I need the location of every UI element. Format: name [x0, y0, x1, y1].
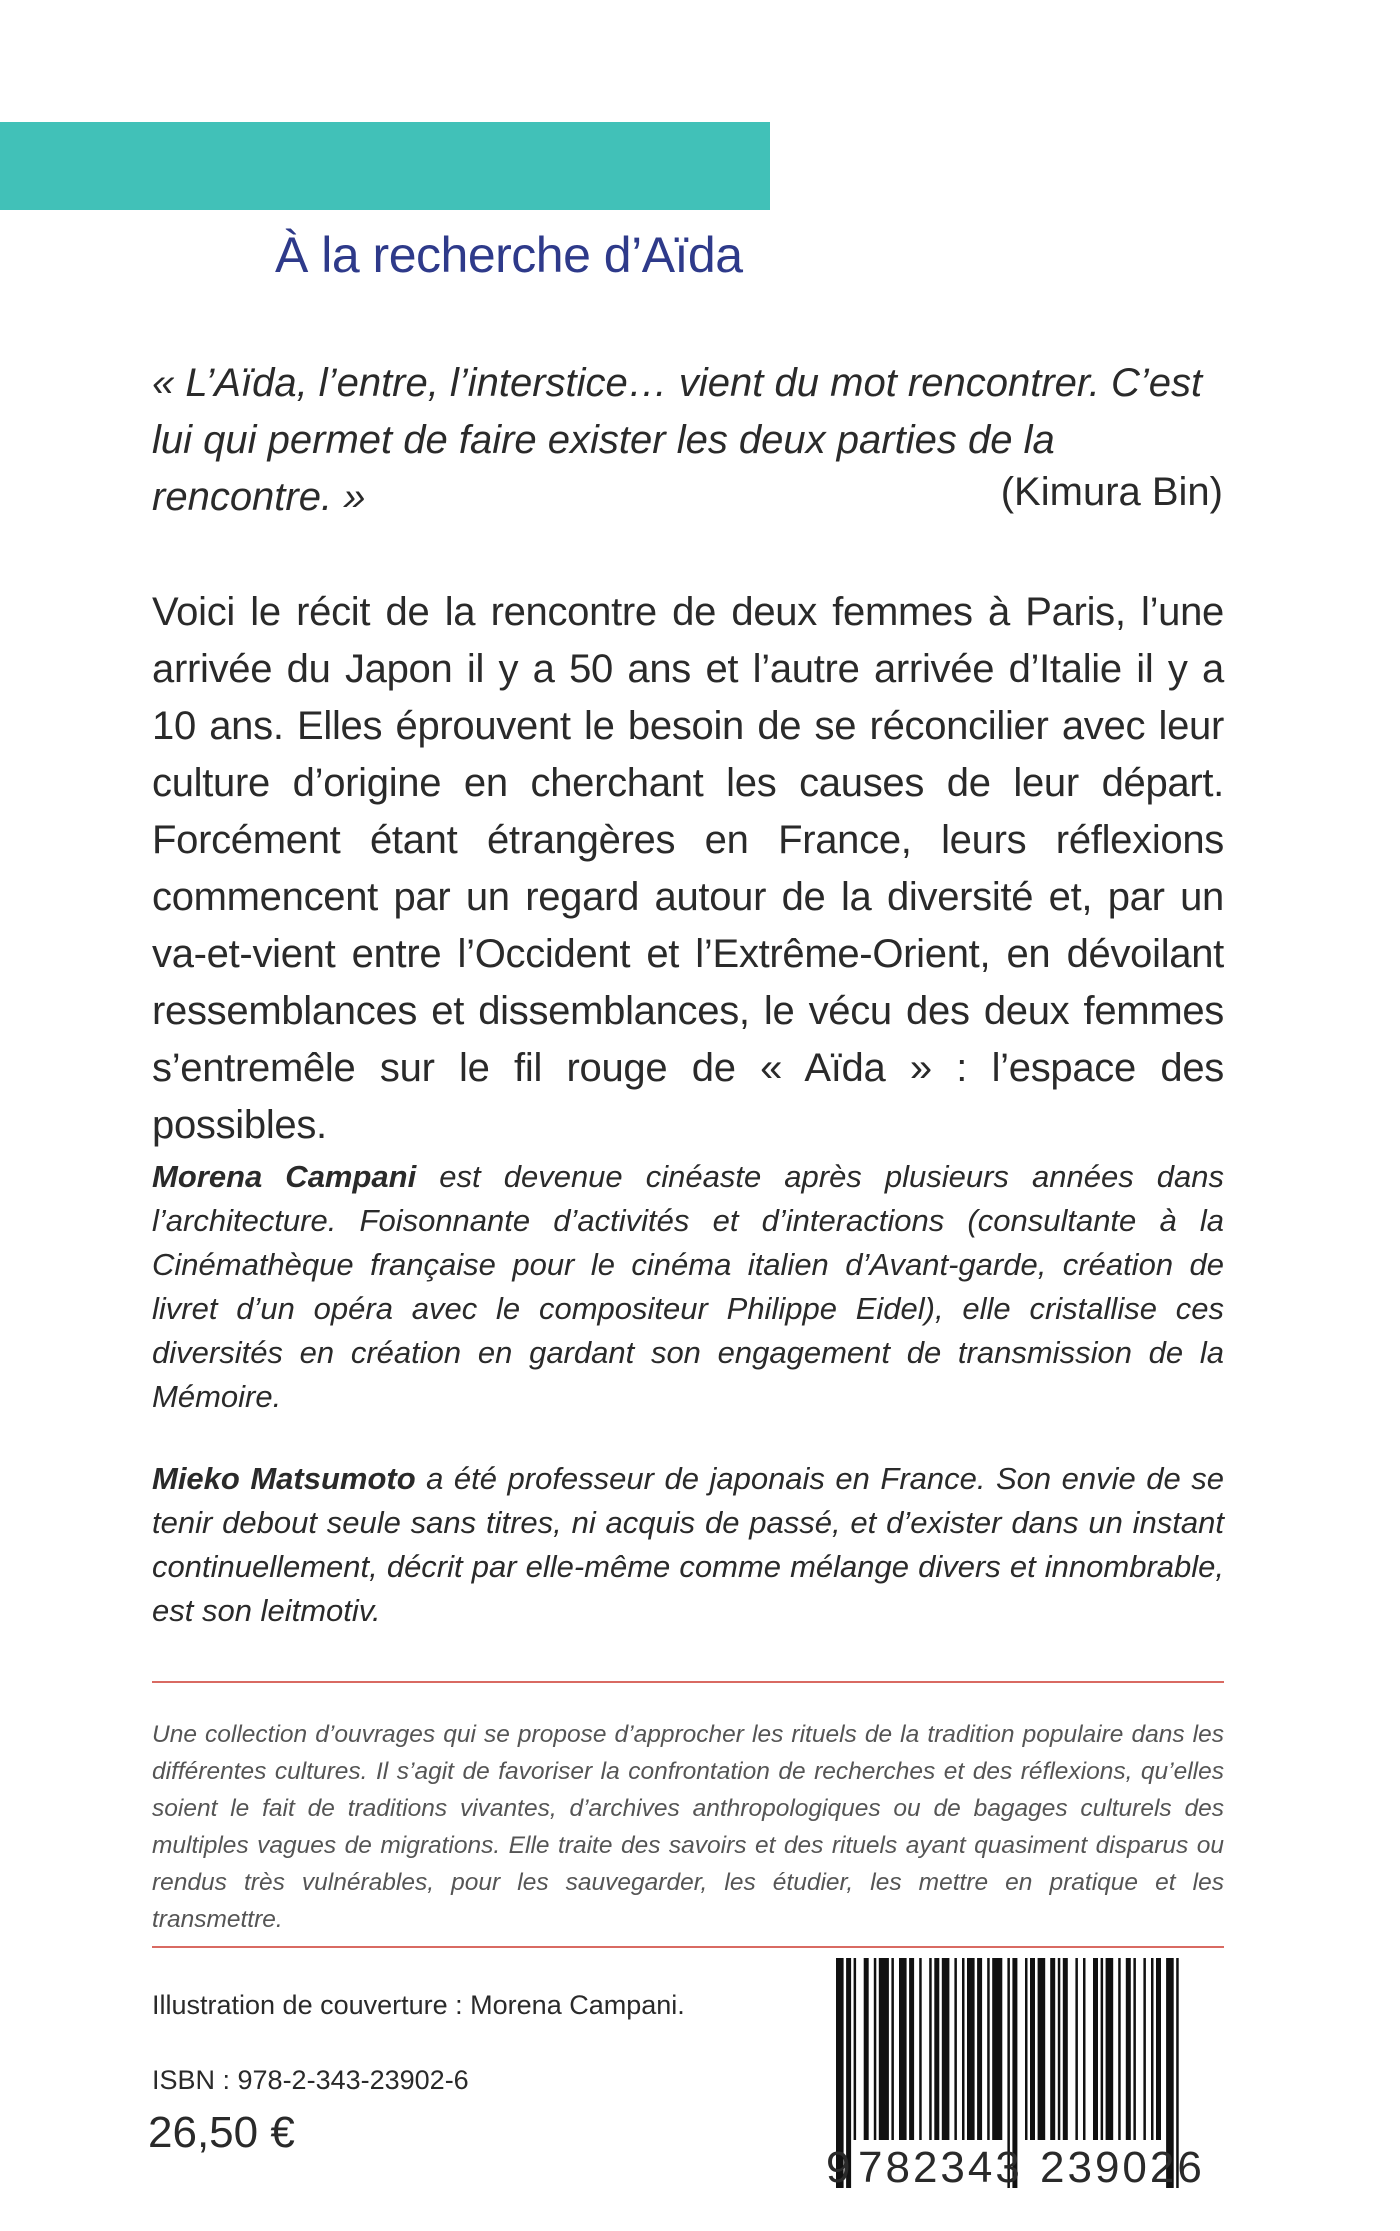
barcode-bar [1126, 1958, 1131, 2140]
barcode-bar [1106, 1958, 1114, 2140]
barcode-bar [1133, 1958, 1136, 2140]
author-name: Morena Campani [152, 1159, 417, 1194]
barcode-bar [854, 1958, 857, 2140]
barcode-bar [891, 1958, 894, 2140]
book-summary: Voici le récit de la rencontre de deux femmes à Paris, l’une arrivée du Japon il y a 50 ans et l’autre arrivée d’Italie il y a 10 ans. Elles éprouvent le besoin de se réconcilier avec leur culture d’origine en cherchant les causes de leur départ. Forcément étant étrangères en France, leurs réflexions commencent par un regard autour de la diversité et, par un va-et-vient entre l’Occident et l’Extrême-Orient, en dévoilant ressemblances et dissemblances, le vécu des deux femmes s’entremêle sur le fil rouge de « Aïda » : l’espace des possibles. [152, 590, 1224, 1147]
barcode-bar [1050, 1958, 1055, 2140]
accent-band [0, 122, 770, 210]
author-name: Mieko Matsumoto [152, 1461, 416, 1496]
barcode-bar [899, 1958, 907, 2140]
barcode-bar [1143, 1958, 1146, 2140]
epigraph-quote: « L’Aïda, l’entre, l’interstice… vient du mot rencontrer. C’est lui qui permet de faire exister les deux parties de la rencontre. » [152, 361, 1203, 519]
barcode-lead-digit: 9 [826, 2143, 851, 2192]
book-title: À la recherche d’Aïda [275, 227, 743, 283]
barcode-bar [1156, 1958, 1161, 2140]
isbn: ISBN : 978-2-343-23902-6 [152, 2065, 469, 2095]
barcode-bar [992, 1958, 1002, 2140]
barcode-bar [1118, 1958, 1121, 2140]
barcode-bar [987, 1958, 990, 2140]
barcode-bar [879, 1958, 889, 2140]
barcode-bar [977, 1958, 982, 2140]
barcode-left-digits: 782343 [858, 2143, 1023, 2192]
barcode-bar [1038, 1958, 1046, 2140]
barcode-bar [929, 1958, 932, 2140]
divider-top [152, 1681, 1224, 1683]
barcode-right-digits: 239026 [1040, 2143, 1205, 2192]
barcode-bar [1101, 1958, 1104, 2140]
barcode-bar [934, 1958, 939, 2140]
collection-description: Une collection d’ouvrages qui se propose d’approcher les rituels de la tradition populaire dans les différentes cultures. Il s’agit de favoriser la confrontation de recherches et des réflexions, qu’elles soient le fait de traditions vivantes, d’archives anthropologiques ou de bagages culturels des multiples vagues de migrations. Elle traite des savoirs et des rituels ayant quasiment disparus ou rendus très vulnérables, pour les sauvegarder, les étudier, les mettre en pratique et les transmettre. [152, 1721, 1224, 1933]
epigraph-author: (Kimura Bin) [1000, 470, 1223, 514]
barcode-bar [1083, 1958, 1086, 2140]
barcode-bar [1063, 1958, 1068, 2140]
barcode-bar [962, 1958, 965, 2140]
barcode-bar [942, 1958, 950, 2140]
barcode-bar [1030, 1958, 1035, 2140]
barcode-bar [1075, 1958, 1078, 2140]
divider-bottom [152, 1946, 1224, 1948]
barcode-bar [1025, 1958, 1028, 2140]
barcode-bar [967, 1958, 975, 2140]
barcode-bar [919, 1958, 922, 2140]
author-bio-campani [152, 1155, 1224, 1419]
barcode-bar [864, 1958, 869, 2140]
barcode-bar [909, 1958, 914, 2140]
barcode-bar [874, 1958, 877, 2140]
author-bio-matsumoto [152, 1457, 1224, 1633]
cover-credit: Illustration de couverture : Morena Campani. [152, 1990, 685, 2020]
author-bio-text: est devenue cinéaste après plusieurs années dans l’architecture. Foisonnante d’activités et d’interactions (consultante à la Cinémathèque française pour le cinéma italien d’Avant-garde, création de livret d’un opéra avec le compositeur Philippe Eidel), elle cristallise ces diversités en création en gardant son engagement de transmission de la Mémoire. [152, 1159, 1224, 1414]
barcode-bar [1093, 1958, 1098, 2140]
barcode-bar [1058, 1958, 1061, 2140]
barcode-bar [954, 1958, 957, 2140]
barcode-bar [1151, 1958, 1154, 2140]
author-bio-text: a été professeur de japonais en France. Son envie de se tenir debout seule sans titres, ni acquis de passé, et d’exister dans un instant continuellement, décrit par elle-même comme mélange divers et innombrable, est son leitmotiv. [152, 1461, 1224, 1628]
price: 26,50 € [148, 2108, 295, 2157]
